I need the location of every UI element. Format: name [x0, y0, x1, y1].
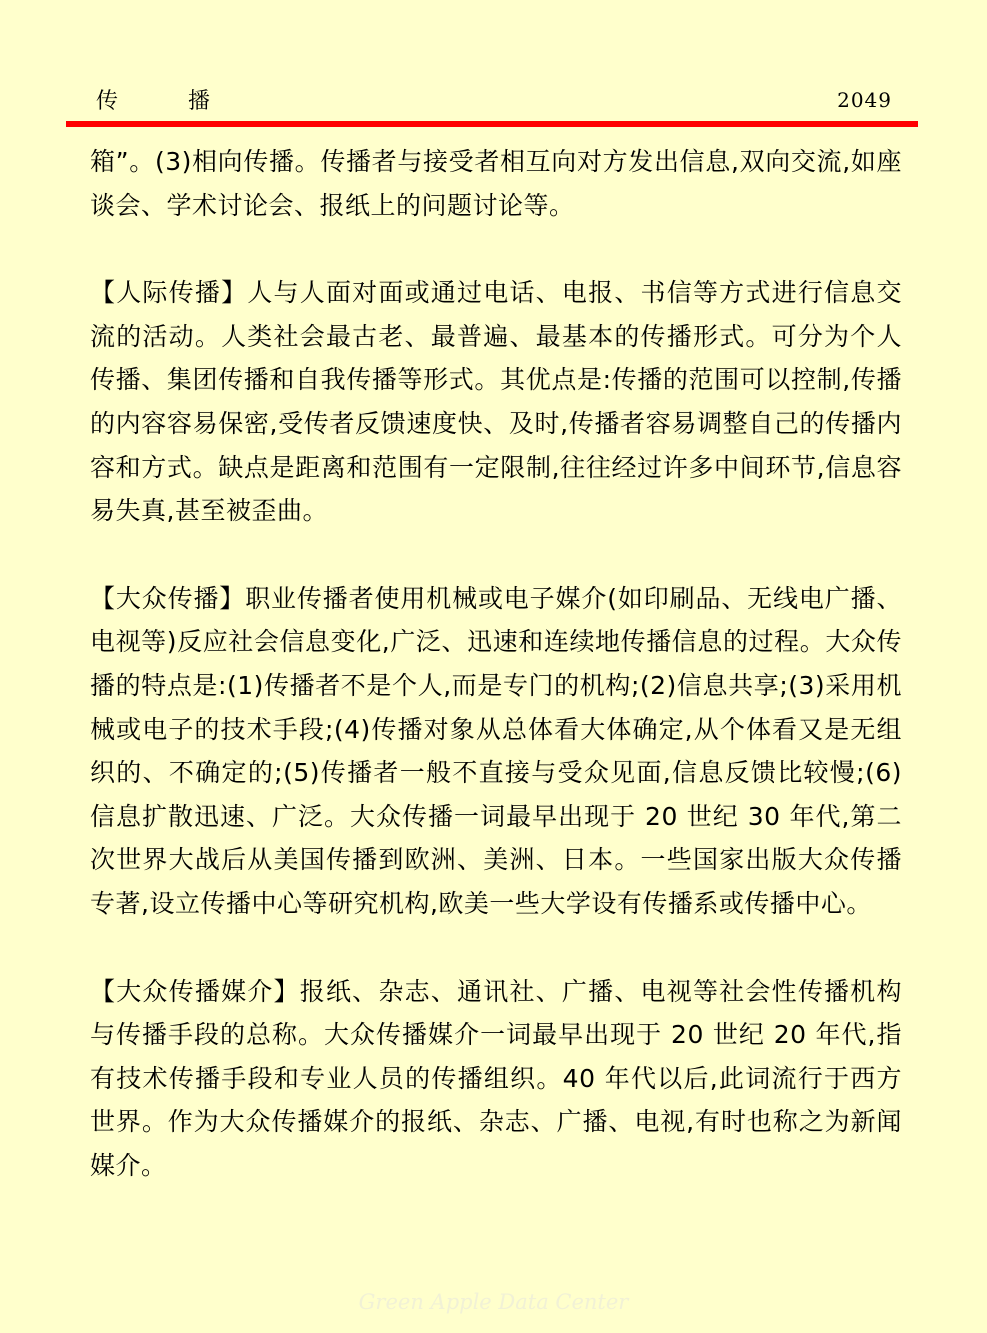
continuation-paragraph: 箱”。(3)相向传播。传播者与接受者相互向对方发出信息,双向交流,如座谈会、学术讨论会、报纸上的问题讨论等。 — [90, 147, 902, 220]
entry-definition: 报纸、杂志、通讯社、广播、电视等社会性传播机构与传播手段的总称。大众传播媒介一词最早出现于 20 世纪 20 年代,指有技术传播手段和专业人员的传播组织。40 年代以后,此词流行于西方世界。作为大众传播媒介的报纸、杂志、广播、电视,有时也称之为新闻媒介。 — [90, 976, 902, 1180]
page-header — [66, 84, 918, 120]
header-rule — [66, 121, 918, 127]
entry-definition: 人与人面对面或通过电话、电报、书信等方式进行信息交流的活动。人类社会最古老、最普遍、最基本的传播形式。可分为个人传播、集团传播和自我传播等形式。其优点是:传播的范围可以控制,传播的内容容易保密,受传者反馈速度快、及时,传播者容易调整自己的传播内容和方式。缺点是距离和范围有一定限制,往往经过许多中间环节,信息容易失真,甚至被歪曲。 — [90, 278, 902, 526]
entry-term: 【人际传播】 — [90, 278, 248, 308]
page-body — [90, 140, 902, 1187]
entry-term: 【大众传播媒介】 — [90, 976, 300, 1006]
entry-term: 【大众传播】 — [90, 583, 246, 613]
watermark: Green Apple Data Center — [358, 1290, 629, 1314]
entry-mass-media — [90, 970, 902, 1188]
entry-definition: 职业传播者使用机械或电子媒介(如印刷品、无线电广播、电视等)反应社会信息变化,广泛、迅速和连续地传播信息的过程。大众传播的特点是:(1)传播者不是个人,而是专门的机构;(2)信息共享;(3)采用机械或电子的技术手段;(4)传播对象从总体看大体确定,从个体看又是无组织的、不确定的;(5)传播者一般不直接与受众见面,信息反馈比较慢;(6)信息扩散迅速、广泛。大众传播一词最早出现于 20 世纪 30 年代,第二次世界大战后从美国传播到欧洲、美洲、日本。一些国家出版大众传播专著,设立传播中心等研究机构,欧美一些大学设有传播系或传播中心。 — [90, 583, 902, 918]
page-number: 2049 — [837, 88, 892, 112]
entry-interpersonal-communication — [90, 271, 902, 533]
entry-mass-communication — [90, 577, 902, 926]
running-head-title: 传播 — [96, 89, 281, 114]
